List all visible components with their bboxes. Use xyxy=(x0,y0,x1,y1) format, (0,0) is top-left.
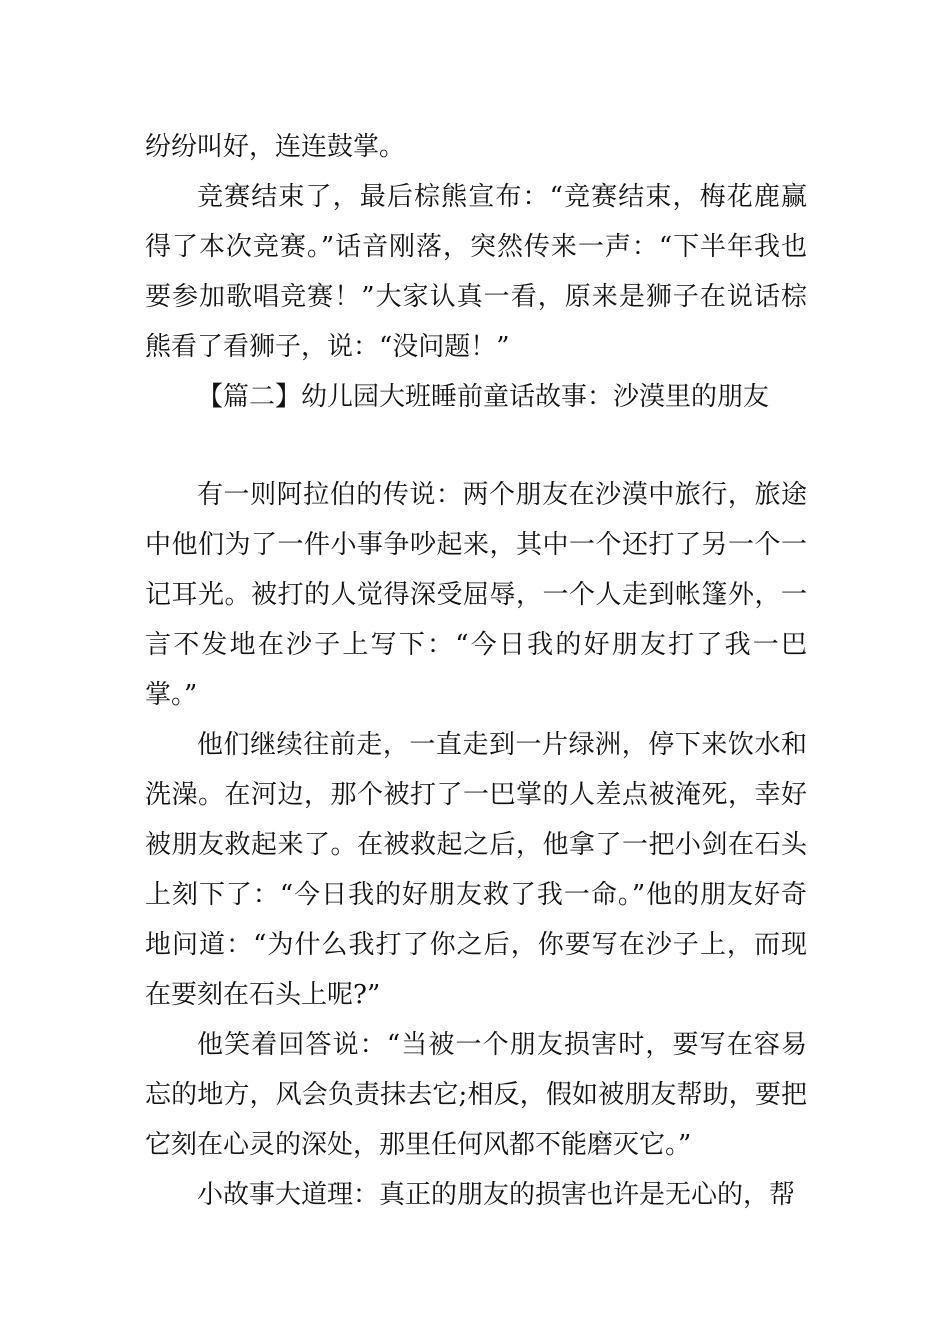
paragraph-continuation: 纷纷叫好，连连鼓掌。 xyxy=(145,132,406,162)
paragraph-legend: 有一则阿拉伯的传说：两个朋友在沙漠中旅行，旅途中他们为了一件小事争吵起来，其中一个还打了另一个一记耳光。被打的人觉得深受屈辱，一个人走到帐篷外，一言不发地在沙子上写下：“今日我的好朋友打了我一巴掌。” xyxy=(145,480,807,710)
paragraph-oasis: 他们继续往前走，一直走到一片绿洲，停下来饮水和洗澡。在河边，那个被打了一巴掌的人差点被淹死，幸好被朋友救起来了。在被救起之后，他拿了一把小剑在石头上刻下了：“今日我的好朋友救了我一命。”他的朋友好奇地问道：“为什么我打了你之后，你要写在沙子上，而现在要刻在石头上呢?” xyxy=(145,730,807,1010)
paragraph-answer: 他笑着回答说：“当被一个朋友损害时，要写在容易忘的地方，风会负责抹去它;相反，假如被朋友帮助，要把它刻在心灵的深处，那里任何风都不能磨灭它。” xyxy=(145,1030,807,1160)
paragraph-contest-end: 竞赛结束了，最后棕熊宣布：“竞赛结束，梅花鹿赢得了本次竞赛。”话音刚落，突然传来一声：“下半年我也要参加歌唱竞赛！”大家认真一看，原来是狮子在说话棕熊看了看狮子，说：“没问题！” xyxy=(145,182,807,362)
section-heading: 【篇二】幼儿园大班睡前童话故事：沙漠里的朋友 xyxy=(197,382,770,412)
paragraph-moral: 小故事大道理：真正的朋友的损害也许是无心的，帮 xyxy=(197,1180,796,1210)
